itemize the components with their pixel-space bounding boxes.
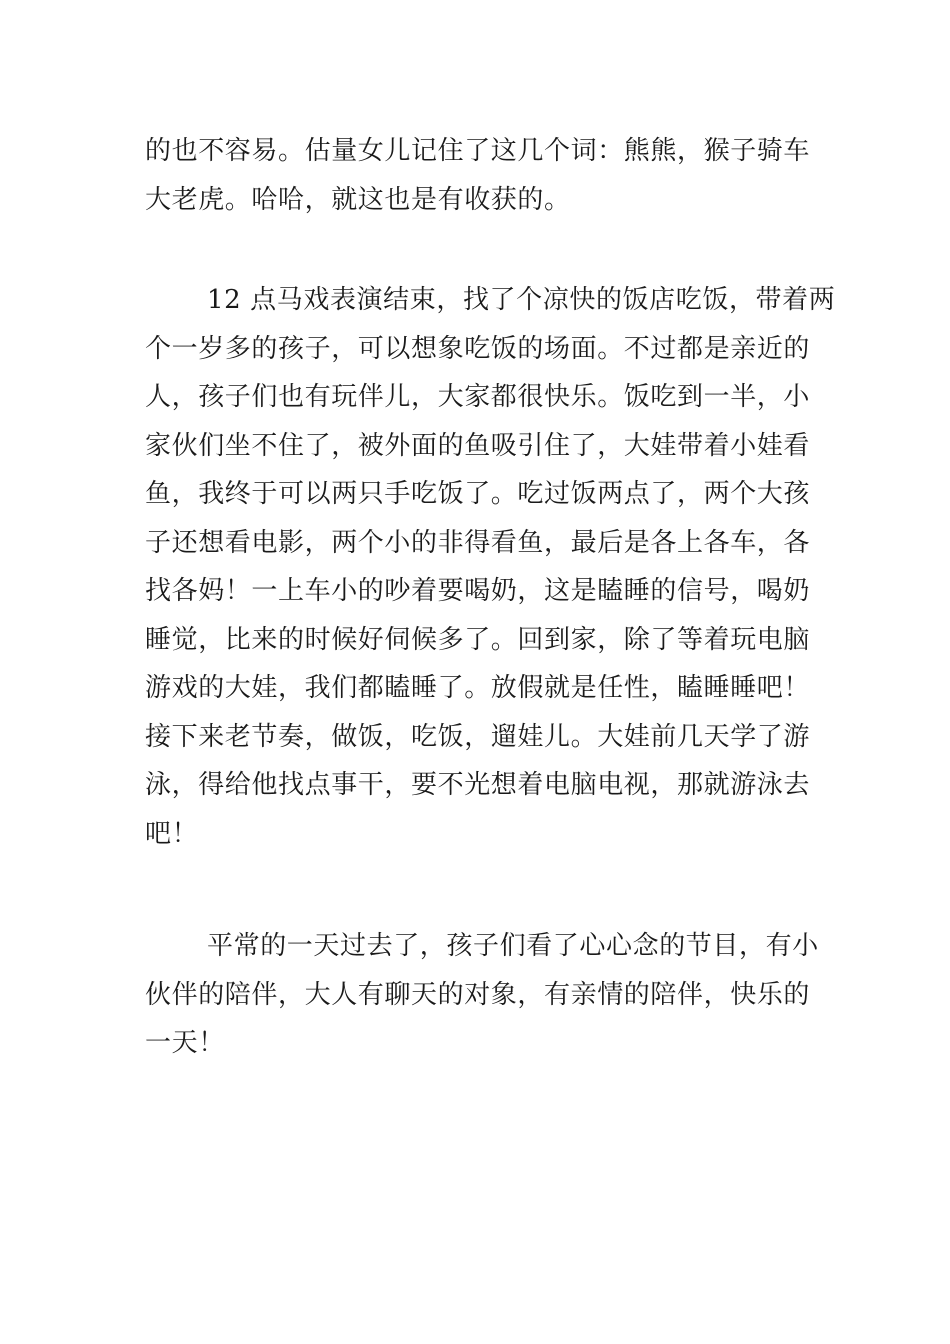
paragraph-line: 接下来老节奏，做饭，吃饭，遛娃儿。大娃前几天学了游 [145,721,811,752]
paragraph-1 [145,127,810,224]
paragraph-2 [145,276,836,858]
paragraph-line: 平常的一天过去了，孩子们看了心心念的节目，有小 [207,931,819,961]
paragraph-line: 家伙们坐不住了，被外面的鱼吸引住了，大娃带着小娃看 [145,430,811,461]
paragraph-line: 吧！ [145,818,199,849]
paragraph-line: 游戏的大娃，我们都瞌睡了。放假就是任性，瞌睡睡吧！ [145,673,811,703]
paragraph-line: 泳，得给他找点事干，要不光想着电脑电视，那就游泳去 [145,770,811,800]
paragraph-line: 12 点马戏表演结束，找了个凉快的饭店吃饭，带着两 [207,285,836,315]
paragraph-line: 睡觉，比来的时候好伺候多了。回到家，除了等着玩电脑 [145,624,811,655]
paragraph-line: 鱼，我终于可以两只手吃饭了。吃过饭两点了，两个大孩 [145,479,811,509]
paragraph-line: 找各妈！一上车小的吵着要喝奶，这是瞌睡的信号，喝奶 [145,576,811,606]
paragraph-line: 子还想看电影，两个小的非得看鱼，最后是各上各车，各 [145,527,811,558]
paragraph-line: 人，孩子们也有玩伴儿，大家都很快乐。饭吃到一半，小 [145,382,811,412]
paragraph-line: 个一岁多的孩子，可以想象吃饭的场面。不过都是亲近的 [145,333,811,364]
paragraph-line: 伙伴的陪伴，大人有聊天的对象，有亲情的陪伴，快乐的 [145,979,811,1010]
paragraph-line: 一天！ [145,1028,225,1058]
paragraph-3 [145,922,819,1068]
paragraph-line: 的也不容易。估量女儿记住了这几个词：熊熊，猴子骑车 [145,136,811,166]
paragraph-line: 大老虎。哈哈，就这也是有收获的。 [145,184,571,215]
